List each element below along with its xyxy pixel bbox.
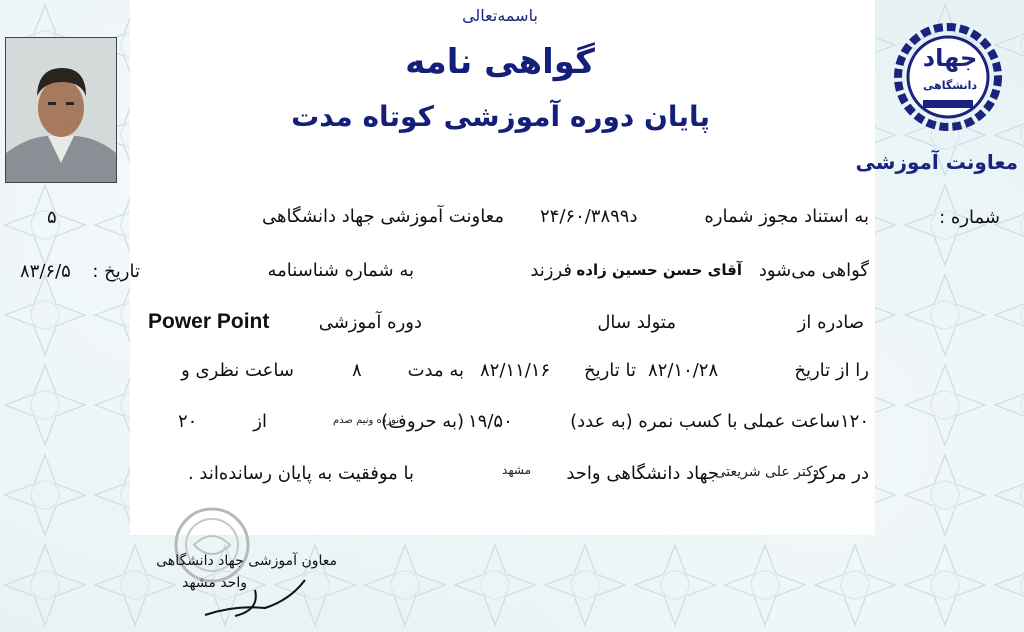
l5-b: ۱۹/۵۰	[468, 411, 513, 432]
l3-d: Power Point	[148, 310, 270, 333]
l5-d: نوزده ونیم صدم	[332, 415, 399, 426]
l3-a: صادره از	[797, 312, 864, 333]
l1-b: ۲۴/۶۰/۳۸۹۹د	[540, 206, 638, 227]
l6-e: با موفقیت به پایان رسانده‌اند .	[187, 463, 414, 484]
handwritten-signature	[195, 560, 315, 620]
logo-sub-text: دانشگاهی	[922, 79, 978, 92]
l5-f: ۲۰	[178, 411, 198, 432]
l6-d: مشهد	[502, 463, 531, 477]
l4-c: تا تاریخ	[583, 360, 636, 381]
portrait-photo	[5, 37, 117, 183]
date-label: تاریخ :	[92, 261, 140, 282]
l6-a: در مرکز	[808, 463, 869, 484]
l4-e: به مدت	[407, 360, 464, 381]
l4-g: ساعت نظری و	[181, 360, 294, 381]
l5-e: از	[253, 411, 267, 432]
l2-d: به شماره شناسنامه	[267, 260, 414, 281]
date-value: ۸۳/۶/۵	[20, 261, 71, 282]
number-label: شماره :	[939, 207, 1000, 228]
l2-b: آقای حسن حسین زاده	[576, 261, 742, 279]
org-logo	[893, 22, 1003, 132]
l3-b: متولد سال	[597, 312, 676, 333]
l2-a: گواهی می‌شود	[758, 260, 869, 281]
l4-d: ۸۲/۱۱/۱۶	[480, 360, 551, 381]
logo-label: معاونت آموزشی	[855, 150, 1018, 174]
certificate-title: گواهی نامه	[405, 42, 595, 82]
certificate-subtitle: پایان دوره آموزشی کوتاه مدت	[291, 100, 710, 133]
l5-c: (به حروف)	[381, 411, 464, 432]
l6-b: دکتر علی شریعتی	[714, 464, 819, 480]
l5-a: ۱۲۰ساعت عملی با کسب نمره (به عدد)	[570, 411, 869, 432]
l1-a: به استناد مجوز شماره	[704, 206, 869, 227]
signature-line-2: واحد مشهد	[182, 575, 247, 591]
l2-c: فرزند	[530, 260, 572, 281]
logo-brand-text: جهاد	[922, 44, 978, 72]
l6-c: جهاد دانشگاهی واحد	[566, 463, 719, 484]
l1-c: معاونت آموزشی جهاد دانشگاهی	[262, 206, 504, 227]
number-value: ۵	[47, 207, 57, 228]
invocation: باسمه‌تعالی	[462, 6, 538, 25]
l3-c: دوره آموزشی	[318, 312, 422, 333]
l4-b: ۸۲/۱۰/۲۸	[648, 360, 719, 381]
signature-line-1: معاون آموزشی جهاد دانشگاهی	[156, 553, 337, 569]
l4-f: ۸	[352, 360, 362, 381]
l4-a: را از تاریخ	[794, 360, 869, 381]
